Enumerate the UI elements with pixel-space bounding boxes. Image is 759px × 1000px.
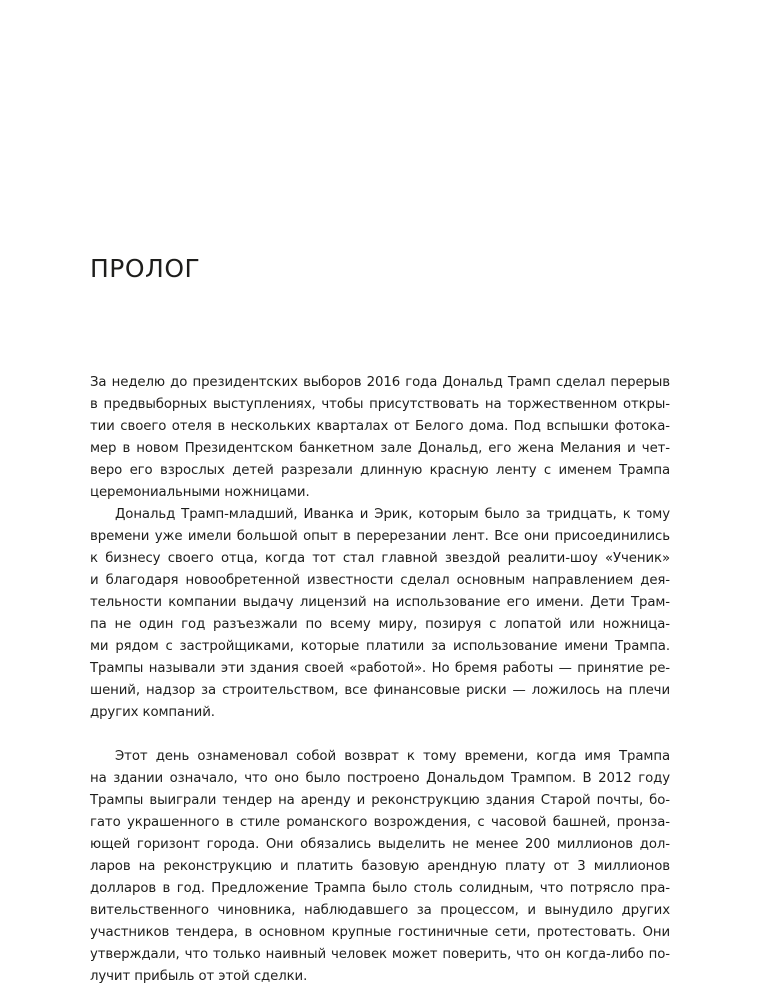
text-line: Этот день ознаменовал собой возврат к тому времени, когда имя Трампа: [115, 749, 670, 764]
paragraph-1: [90, 372, 670, 504]
text-line: времени уже имели большой опыт в перерезании лент. Все они присоединились: [90, 529, 670, 544]
text-line: участников тендера, в основном крупные гостиничные сети, протестовать. Они: [90, 925, 670, 940]
text-line: церемониальными ножницами.: [90, 485, 310, 500]
paragraph-3: [90, 746, 670, 988]
text-line: лучит прибыль от этой сделки.: [90, 969, 308, 984]
paragraph-spacer: [90, 724, 670, 746]
text-line: мер в новом Президентском банкетном зале Дональд, его жена Мелания и чет-: [90, 441, 670, 456]
text-line: Дональд Трамп-младший, Иванка и Эрик, которым было за тридцать, к тому: [115, 507, 670, 522]
text-line: долларов в год. Предложение Трампа было столь солидным, что потрясло пра-: [90, 881, 670, 896]
text-line: утверждали, что только наивный человек может поверить, что он когда-либо по-: [90, 947, 670, 962]
text-line: ющей горизонт города. Они обязались выделить не менее 200 миллионов дол-: [90, 837, 670, 852]
text-line: ларов на реконструкцию и платить базовую арендную плату от 3 миллионов: [90, 859, 670, 874]
text-line: па не один год разъезжали по всему миру, позируя с лопатой или ножница-: [90, 617, 670, 632]
text-line: шений, надзор за строительством, все финансовые риски — ложилось на плечи: [90, 683, 670, 698]
text-line: Трампы выиграли тендер на аренду и реконструкцию здания Старой почты, бо-: [90, 793, 670, 808]
text-line: к бизнесу своего отца, когда тот стал главной звездой реалити-шоу «Ученик»: [90, 551, 670, 566]
text-line: на здании означало, что оно было построено Дональдом Трампом. В 2012 году: [90, 771, 670, 786]
text-line: и благодаря новообретенной известности сделал основным направлением дея-: [90, 573, 670, 588]
text-line: веро его взрослых детей разрезали длинную красную ленту с именем Трампа: [90, 463, 670, 478]
text-line: других компаний.: [90, 705, 215, 720]
text-line: тии своего отеля в нескольких кварталах от Белого дома. Под вспышки фотока-: [90, 419, 670, 434]
text-line: тельности компании выдачу лицензий на использование его имени. Дети Трам-: [90, 595, 670, 610]
text-line: в предвыборных выступлениях, чтобы присутствовать на торжественном откры-: [90, 397, 670, 412]
body-text: [90, 372, 670, 988]
text-line: За неделю до президентских выборов 2016 года Дональд Трамп сделал перерыв: [90, 375, 670, 390]
text-line: ми рядом с застройщиками, которые платили за использование имени Трампа.: [90, 639, 670, 654]
text-line: вительственного чиновника, наблюдавшего за процессом, и вынудило других: [90, 903, 670, 918]
chapter-title: ПРОЛОГ: [90, 254, 201, 283]
text-line: Трампы называли эти здания своей «работой». Но бремя работы — принятие ре-: [90, 661, 670, 676]
text-line: гато украшенного в стиле романского возрождения, с часовой башней, пронза-: [90, 815, 670, 830]
paragraph-2: [90, 504, 670, 724]
